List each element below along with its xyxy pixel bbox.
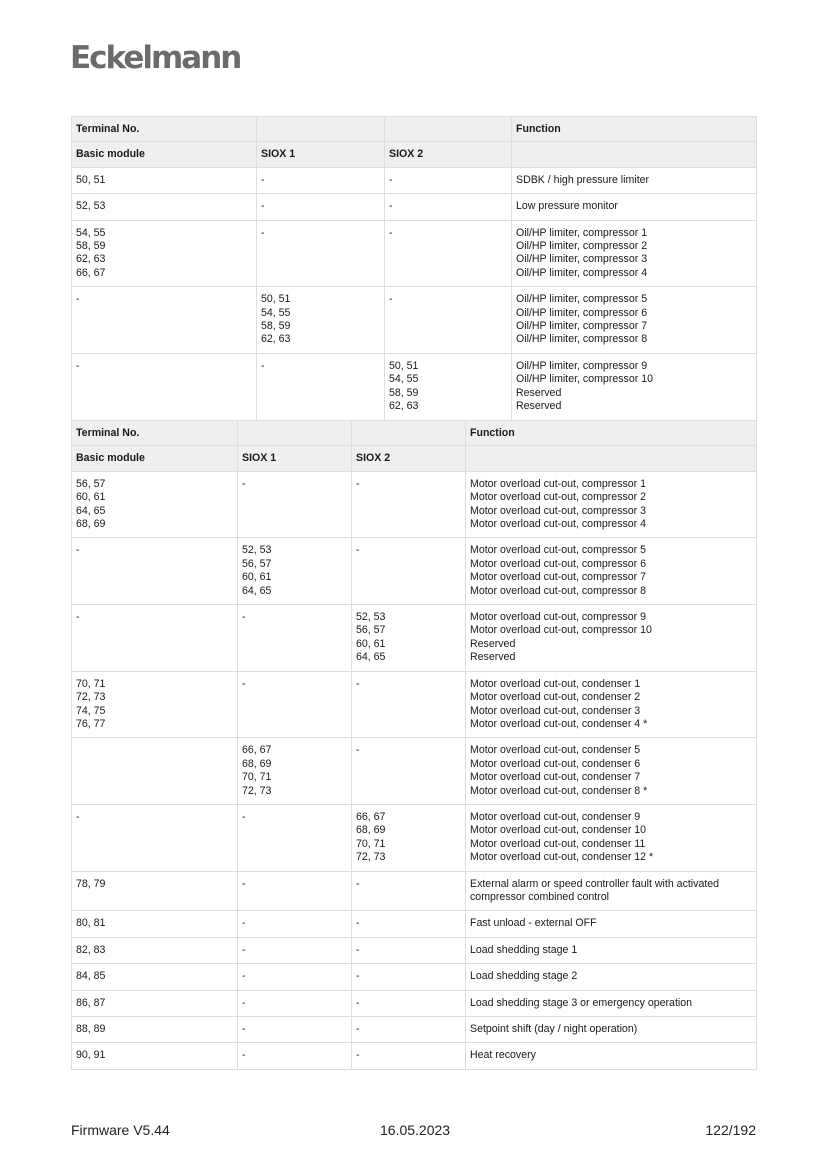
cell-line: Setpoint shift (day / night operation) [470,1023,638,1035]
table-cell [238,937,352,963]
table-row [72,804,757,871]
table-cell [238,1017,352,1043]
table-row [72,1017,757,1043]
header-cell [352,421,466,446]
cell-line: Motor overload cut-out, condenser 11 [470,837,646,850]
table-cell [238,605,352,672]
header-cell: SIOX 1 [257,142,385,167]
cell-line: Motor overload cut-out, condenser 2 [470,691,641,704]
cell-line: Fast unload - external OFF [470,917,597,930]
cell-line: Oil/HP limiter, compressor 7 [516,320,648,333]
cell-line: 66, 67 [356,810,386,823]
header-cell [466,446,757,471]
cell-line: 50, 51 [76,173,106,186]
cell-line: Oil/HP limiter, compressor 8 [516,333,648,346]
terminal-table-motor-overload [71,420,757,1070]
table-cell [72,871,238,911]
header-cell [238,421,352,446]
cell-line: - [242,810,246,823]
cell-line: 52, 53 [356,611,386,624]
table-cell [466,1043,757,1069]
cell-line: Motor overload cut-out, compressor 8 [470,584,647,597]
table-cell [257,220,385,287]
cell-line: 72, 73 [242,784,272,797]
table-cell [512,167,757,193]
table-cell [72,471,238,538]
cell-line: - [76,611,80,624]
table-cell [257,353,385,420]
cell-line: 72, 73 [356,851,386,864]
table-cell [72,1017,238,1043]
header-cell: Function [512,117,757,142]
cell-line: - [389,293,393,306]
table-cell [385,220,512,287]
table-cell [238,538,352,605]
header-cell: Basic module [72,142,257,167]
table-cell [385,167,512,193]
table-cell [352,871,466,911]
cell-line: - [356,943,360,956]
table-cell [385,287,512,354]
cell-line: Oil/HP limiter, compressor 4 [516,266,648,279]
terminal-table-oil-hp-limiter [71,116,757,421]
table-row [72,990,757,1016]
cell-line: Oil/HP limiter, compressor 10 [516,373,653,386]
header-cell [385,117,512,142]
cell-line: Oil/HP limiter, compressor 6 [516,306,648,319]
eckelmann-logo: Eckelmann [70,40,241,76]
cell-line: - [261,226,265,239]
table-cell [238,964,352,990]
table-cell [352,964,466,990]
table-cell [72,194,257,220]
table-cell [466,738,757,805]
table-row [72,937,757,963]
table-cell [352,605,466,672]
table-body [72,117,757,421]
table-cell [72,990,238,1016]
cell-line: - [356,544,360,557]
footer-page-number: 122/192 [705,1122,756,1138]
cell-line: - [356,996,360,1009]
table-row [72,605,757,672]
table-cell [466,471,757,538]
cell-line: - [242,611,246,624]
cell-line: 88, 89 [76,1023,106,1035]
table-cell [352,937,466,963]
cell-line: - [76,359,80,372]
cell-line: Motor overload cut-out, condenser 4 * [470,717,648,730]
cell-line: - [389,226,393,239]
table-row [72,353,757,420]
header-cell [257,117,385,142]
header-cell: Basic module [72,446,238,471]
table-cell [72,964,238,990]
cell-line: 60, 61 [242,571,272,584]
cell-line: Motor overload cut-out, compressor 5 [470,544,647,557]
cell-line: 56, 57 [76,477,106,490]
table-cell [72,605,238,672]
cell-line: - [356,917,360,930]
table-cell [466,937,757,963]
table-cell [257,167,385,193]
cell-line: - [242,1023,246,1035]
table-cell [352,1043,466,1069]
cell-line: Low pressure monitor [516,200,618,213]
table-cell [352,990,466,1016]
table-cell [238,1043,352,1069]
cell-line: Motor overload cut-out, condenser 5 [470,744,641,757]
cell-line: Motor overload cut-out, compressor 7 [470,571,647,584]
table-cell [72,353,257,420]
table-cell [466,538,757,605]
table-cell [72,220,257,287]
cell-line: 58, 59 [261,320,291,333]
cell-line: Motor overload cut-out, compressor 1 [470,477,647,490]
header-row [72,142,757,167]
cell-line: 54, 55 [389,373,419,386]
table-cell [466,990,757,1016]
cell-line: - [261,200,265,213]
footer-date: 16.05.2023 [380,1122,451,1138]
cell-line: 68, 69 [242,757,272,770]
cell-line: Motor overload cut-out, condenser 7 [470,771,641,784]
cell-line: 66, 67 [242,744,272,757]
cell-line: 70, 71 [76,677,106,690]
cell-line: - [356,677,360,690]
cell-line: - [242,970,246,983]
table-cell [352,671,466,738]
cell-line: Load shedding stage 3 or emergency operation [470,996,693,1009]
table-row [72,964,757,990]
cell-line: 50, 51 [389,359,419,372]
cell-line: - [76,544,80,557]
cell-line: - [242,677,246,690]
table-row [72,538,757,605]
cell-line: Motor overload cut-out, compressor 6 [470,557,647,570]
cell-line: - [356,877,360,890]
table-cell [72,167,257,193]
cell-line: - [242,943,246,956]
cell-line: 64, 65 [356,651,386,664]
table-cell [72,287,257,354]
table-cell [238,804,352,871]
cell-line: Motor overload cut-out, condenser 9 [470,810,641,823]
table-cell [385,194,512,220]
cell-line: 78, 79 [76,877,106,890]
cell-line: 80, 81 [76,917,106,930]
cell-line: 82, 83 [76,943,106,956]
header-cell: Terminal No. [72,117,257,142]
table-row [72,1043,757,1069]
cell-line: - [76,810,80,823]
cell-line: Heat recovery [470,1049,536,1062]
table-row [72,194,757,220]
table-cell [72,804,238,871]
cell-line: 76, 77 [76,717,106,730]
table-cell [466,605,757,672]
cell-line: Motor overload cut-out, compressor 2 [470,491,647,504]
cell-line: SDBK / high pressure limiter [516,173,650,186]
cell-line: Reserved [470,651,516,664]
cell-line: 64, 65 [242,584,272,597]
cell-line: 62, 63 [389,400,419,413]
cell-line: - [356,744,360,757]
header-cell: Terminal No. [72,421,238,446]
cell-line: - [389,200,393,213]
table-cell [352,538,466,605]
header-cell: SIOX 1 [238,446,352,471]
cell-line: - [242,477,246,490]
table-cell [466,671,757,738]
table-cell [238,471,352,538]
cell-line: 70, 71 [356,837,386,850]
cell-line: External alarm or speed controller fault with activated compressor combined control [470,877,720,903]
table-cell [72,911,238,937]
table-row [72,471,757,538]
table-cell [72,937,238,963]
header-row [72,446,757,471]
cell-line: 54, 55 [261,306,291,319]
cell-line: 74, 75 [76,704,106,717]
cell-line: - [261,173,265,186]
cell-line: - [356,1023,360,1035]
footer-firmware: Firmware V5.44 [71,1122,170,1138]
cell-line: 62, 63 [261,333,291,346]
cell-line: 56, 57 [242,557,272,570]
table-cell [352,911,466,937]
cell-line: 60, 61 [356,637,386,650]
cell-line: 90, 91 [76,1049,106,1062]
table-cell [257,194,385,220]
cell-line: 62, 63 [76,253,106,266]
cell-line: - [261,359,265,372]
table-row [72,671,757,738]
cell-line: 64, 65 [76,504,106,517]
table-cell [385,353,512,420]
cell-line: 50, 51 [261,293,291,306]
cell-line: 86, 87 [76,996,106,1009]
table-row [72,871,757,911]
table-cell [466,871,757,911]
table-cell [238,671,352,738]
cell-line: - [356,970,360,983]
header-row [72,117,757,142]
table-row [72,287,757,354]
cell-line: Motor overload cut-out, condenser 10 [470,824,647,837]
cell-line: Motor overload cut-out, condenser 3 [470,704,641,717]
cell-line: Reserved [516,400,562,413]
table-cell [466,804,757,871]
table-cell [238,990,352,1016]
table-cell [466,964,757,990]
cell-line: 58, 59 [389,386,419,399]
table-cell [512,287,757,354]
cell-line: 56, 57 [356,624,386,637]
table-body [72,421,757,1070]
cell-line: - [76,293,80,306]
cell-line: Oil/HP limiter, compressor 3 [516,253,648,266]
header-row [72,421,757,446]
cell-line: - [242,1049,246,1062]
cell-line: Motor overload cut-out, compressor 9 [470,611,647,624]
table-cell [72,738,238,805]
cell-line: - [242,877,246,890]
table-cell [257,287,385,354]
table-cell [238,738,352,805]
cell-line: Oil/HP limiter, compressor 2 [516,240,648,253]
cell-line: Oil/HP limiter, compressor 1 [516,226,648,239]
table-cell [72,538,238,605]
header-cell: Function [466,421,757,446]
header-cell [512,142,757,167]
cell-line: Motor overload cut-out, condenser 1 [470,677,641,690]
table-cell [512,194,757,220]
header-cell: SIOX 2 [352,446,466,471]
cell-line: Reserved [516,386,562,399]
table-cell [352,738,466,805]
table-cell [466,911,757,937]
cell-line: - [389,173,393,186]
cell-line: Motor overload cut-out, compressor 10 [470,624,652,637]
cell-line: 72, 73 [76,691,106,704]
cell-line: 68, 69 [76,518,106,531]
table-row [72,167,757,193]
table-row [72,220,757,287]
cell-line: Oil/HP limiter, compressor 5 [516,293,648,306]
cell-line: 52, 53 [76,200,106,213]
cell-line: 58, 59 [76,240,106,253]
table-cell [352,471,466,538]
cell-line: - [242,917,246,930]
cell-line: Reserved [470,637,516,650]
cell-line: Motor overload cut-out, compressor 3 [470,504,647,517]
cell-line: 66, 67 [76,266,106,279]
cell-line: Motor overload cut-out, compressor 4 [470,518,647,531]
cell-line: - [356,477,360,490]
table-cell [238,871,352,911]
table-cell [72,1043,238,1069]
table-cell [466,1017,757,1043]
cell-line: 52, 53 [242,544,272,557]
table-cell [352,804,466,871]
cell-line: 70, 71 [242,771,272,784]
cell-line: Load shedding stage 1 [470,943,578,956]
cell-line: Motor overload cut-out, condenser 12 * [470,851,654,864]
cell-line: 60, 61 [76,491,106,504]
cell-line: Load shedding stage 2 [470,970,578,983]
cell-line: - [356,1049,360,1062]
table-row [72,911,757,937]
cell-line: Oil/HP limiter, compressor 9 [516,359,648,372]
table-row [72,738,757,805]
table-cell [352,1017,466,1043]
cell-line: Motor overload cut-out, condenser 6 [470,757,641,770]
cell-line: 54, 55 [76,226,106,239]
cell-line: 68, 69 [356,824,386,837]
cell-line: Motor overload cut-out, condenser 8 * [470,784,648,797]
cell-line: 84, 85 [76,970,106,983]
table-cell [512,220,757,287]
cell-line: - [242,996,246,1009]
table-cell [238,911,352,937]
header-cell: SIOX 2 [385,142,512,167]
table-cell [72,671,238,738]
table-cell [512,353,757,420]
